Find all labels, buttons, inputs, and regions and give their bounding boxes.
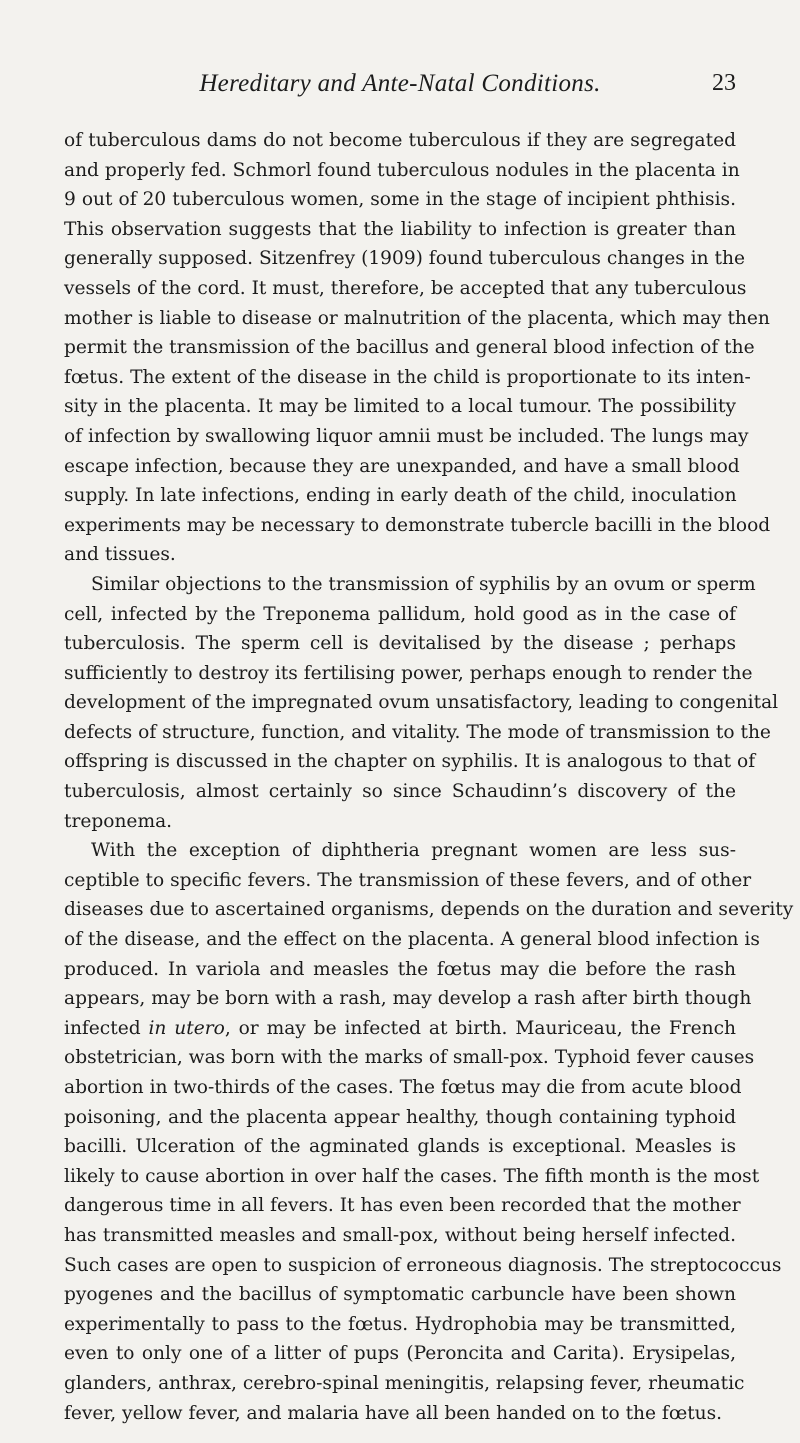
text-line: ceptible to specific fevers. The transmission of these fevers, and of other (64, 869, 752, 891)
text-line: produced. In variola and measles the fœtus may die before the rash (64, 958, 736, 980)
text-line: bacilli. Ulceration of the agminated glands is exceptional. Measles is (64, 1136, 736, 1158)
text-line: vessels of the cord. It must, therefore, be accepted that any tuberculous (64, 277, 747, 299)
running-title: Hereditary and Ante-Natal Conditions. (199, 70, 601, 97)
text-line: fœtus. The extent of the disease in the child is proportionate to its inten- (64, 366, 751, 388)
text-line: supply. In late infections, ending in early death of the child, inoculation (64, 485, 737, 507)
text-line: poisoning, and the placenta appear healthy, though containing typhoid (64, 1106, 736, 1128)
text-line: sity in the placenta. It may be limited to a local tumour. The possibility (64, 396, 736, 418)
text-line: of the disease, and the effect on the placenta. A general blood infection is (64, 929, 760, 951)
text-line: tuberculosis. The sperm cell is devitalised by the disease ; perhaps (64, 633, 736, 655)
paragraph-2 (64, 570, 779, 836)
text-line: generally supposed. Sitzenfrey (1909) found tuberculous changes in the (64, 248, 745, 270)
page-number: 23 (712, 70, 736, 96)
text-line: experiments may be necessary to demonstrate tubercle bacilli in the blood (64, 514, 771, 536)
text-line: and tissues. (64, 544, 176, 566)
text-line: Such cases are open to suspicion of erroneous diagnosis. The streptococcus (64, 1254, 782, 1276)
text-line: abortion in two-thirds of the cases. The fœtus may die from acute blood (64, 1077, 742, 1098)
text-line: even to only one of a litter of pups (Peroncita and Carita). Erysipelas, (64, 1343, 736, 1365)
text-line: has transmitted measles and small-pox, without being herself infected. (64, 1224, 736, 1246)
text-line: sufficiently to destroy its fertilising power, perhaps enough to render the (64, 662, 753, 684)
text-line: development of the impregnated ovum unsatisfactory, leading to congenital (64, 692, 779, 714)
text-line: cell, infected by the Treponema pallidum, hold good as in the case of (64, 603, 736, 625)
text-line: offspring is discussed in the chapter on syphilis. It is analogous to that of (64, 751, 756, 773)
text-line: obstetrician, was born with the marks of small-pox. Typhoid fever causes (64, 1047, 755, 1069)
text-line: 9 out of 20 tuberculous women, some in the stage of incipient phthisis. (64, 189, 736, 211)
text-line: likely to cause abortion in over half the cases. The fifth month is the most (64, 1165, 760, 1187)
text-line: treponema. (64, 810, 173, 832)
text-line: of tuberculous dams do not become tuberculous if they are segregated (64, 130, 736, 151)
text-line: of infection by swallowing liquor amnii must be included. The lungs may (64, 425, 749, 447)
text-line: infected in utero, or may be infected at birth. Mauriceau, the French (64, 1017, 737, 1039)
body-text (64, 126, 794, 1428)
text-line: permit the transmission of the bacillus and general blood infection of the (64, 337, 755, 359)
text-line: fever, yellow fever, and malaria have all been handed on to the fœtus. (64, 1402, 723, 1424)
text-line: experimentally to pass to the fœtus. Hydrophobia may be transmitted, (64, 1313, 736, 1335)
text-line: With the exception of diphtheria pregnant women are less sus- (91, 840, 736, 862)
paragraph-3 (64, 836, 794, 1428)
text-line: escape infection, because they are unexpanded, and have a small blood (64, 455, 740, 477)
text-line: appears, may be born with a rash, may develop a rash after birth though (64, 988, 752, 1010)
text-line: glanders, anthrax, cerebro-spinal meningitis, relapsing fever, rheumatic (64, 1372, 745, 1394)
paragraph-1 (64, 126, 771, 570)
text-line: pyogenes and the bacillus of symptomatic carbuncle have been shown (64, 1284, 736, 1306)
text-line: defects of structure, function, and vitality. The mode of transmission to the (64, 721, 771, 743)
running-head (64, 70, 736, 106)
text-line: This observation suggests that the liability to infection is greater than (64, 218, 736, 240)
text-line: and properly fed. Schmorl found tuberculous nodules in the placenta in (64, 159, 740, 181)
text-line: mother is liable to disease or malnutrition of the placenta, which may then (64, 307, 770, 329)
text-line: dangerous time in all fevers. It has even been recorded that the mother (64, 1195, 741, 1217)
text-line: Similar objections to the transmission of syphilis by an ovum or sperm (91, 573, 756, 595)
text-line: tuberculosis, almost certainly so since Schaudinn’s discovery of the (64, 781, 736, 803)
text-line: diseases due to ascertained organisms, depends on the duration and severity (64, 899, 794, 921)
